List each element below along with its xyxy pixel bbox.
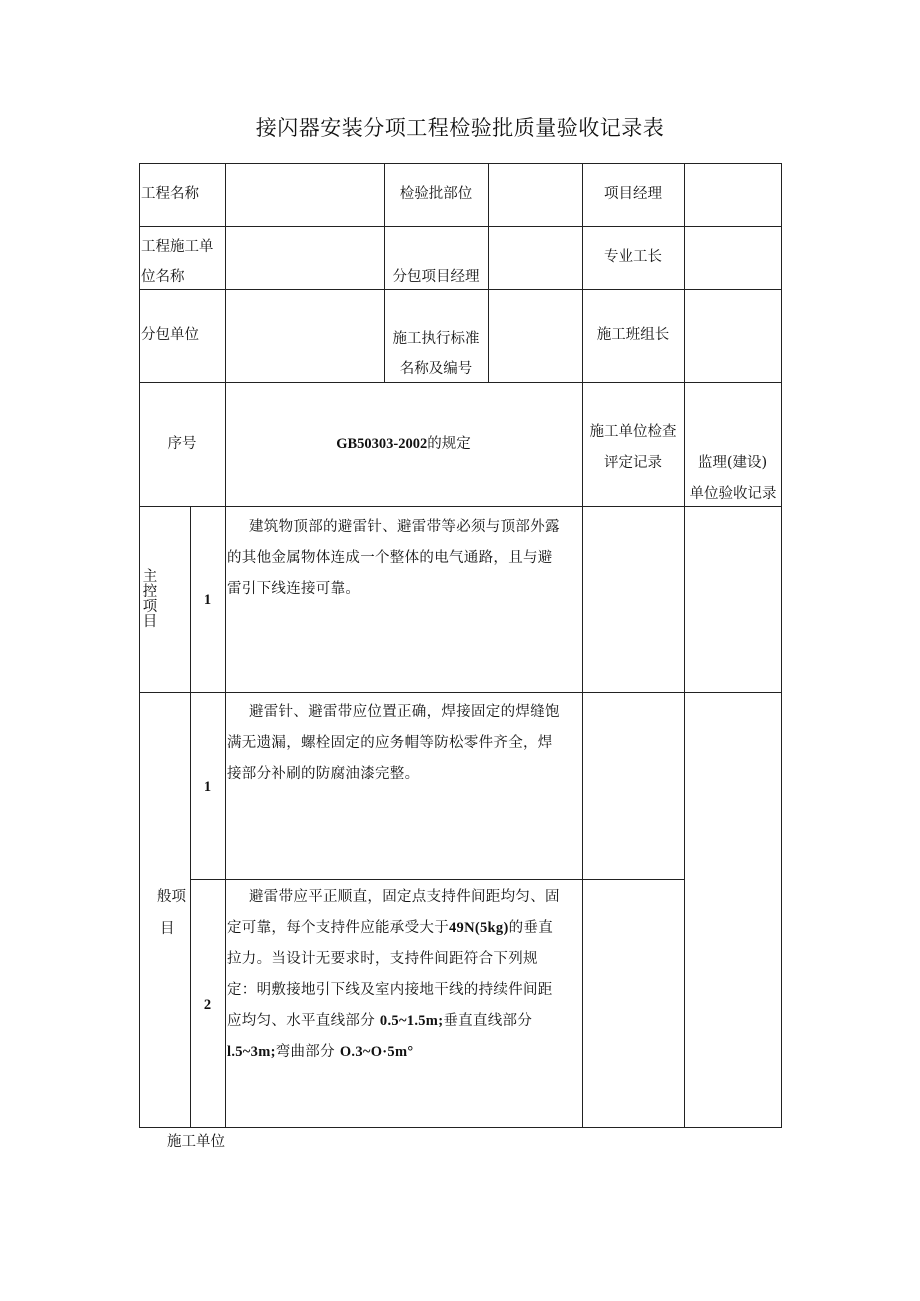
general-item2-line-2: 定可靠，每个支持件应能承受大于49N(5kg)的垂直: [227, 920, 553, 936]
main-control-line-2: 的其他金属物体连成一个整体的电气通路，且与避: [227, 550, 553, 566]
standard-label-line2: 名称及编号: [399, 361, 473, 377]
seq-header: 序号: [167, 436, 197, 452]
supervision-header-line1: 监理(建设): [697, 455, 768, 471]
general-item1-line-2: 满无遗漏，螺栓固定的应务帽等防松零件齐全，焊: [227, 735, 553, 751]
main-control-item-no: 1: [203, 592, 212, 608]
general-label-line1: 般项: [157, 889, 186, 905]
spec-header: [225, 434, 582, 455]
main-control-char-4: 目: [142, 614, 158, 630]
supervision-header-line2: 单位验收记录: [689, 486, 777, 502]
main-control-char-3: 项: [142, 599, 158, 615]
main-control-line-3: 雷引下线连接可靠。: [227, 581, 361, 597]
unit-check-header-line1: 施工单位检查: [589, 424, 677, 440]
general-item2-line-1: 避雷带应平正顺直，固定点支持件间距均匀、固: [249, 889, 560, 905]
foreman-label: 专业工长: [604, 249, 662, 265]
general-item2-line-5: 应均匀、水平直线部分 0.5~1.5m;垂直直线部分: [227, 1013, 533, 1029]
general-item1-line-3: 接部分补刷的防腐油漆完整。: [227, 766, 420, 782]
sub-unit-label: 分包单位: [141, 327, 199, 343]
spec-suffix: 的规定: [427, 436, 471, 452]
general-item1-line-1: 避雷针、避雷带应位置正确，焊接固定的焊缝饱: [249, 704, 560, 720]
inspection-part-label: 检验批部位: [399, 186, 473, 202]
page-title: 接闪器安装分项工程检验批质量验收记录表: [255, 116, 665, 140]
main-control-item-text: [227, 512, 581, 605]
construction-unit-footer: 施工单位: [167, 1134, 225, 1150]
general-label-line2: 目: [160, 921, 175, 937]
general-item2-line-3: 拉力。当设计无要求时，支持件间距符合下列规: [227, 951, 538, 967]
main-control-char-2: 控: [142, 584, 158, 600]
unit-check-header-line2: 评定记录: [604, 455, 662, 471]
sub-project-manager-label: 分包项目经理: [392, 269, 480, 285]
general-item1-no: 1: [203, 779, 212, 795]
construction-unit-label-line1: 工程施工单: [141, 239, 214, 255]
general-item2-line-6: l.5~3m;弯曲部分 O.3~O·5m°: [227, 1044, 414, 1060]
main-control-char-1: 主: [142, 569, 158, 585]
main-control-line-1: 建筑物顶部的避雷针、避雷带等必须与顶部外露: [249, 519, 560, 535]
spec-code: GB50303-2002: [336, 436, 428, 452]
general-item2-text: [227, 882, 581, 1068]
team-leader-label: 施工班组长: [596, 327, 670, 343]
project-manager-label: 项目经理: [604, 186, 662, 202]
construction-unit-label-line2: 位名称: [141, 269, 185, 285]
project-name-label: 工程名称: [141, 186, 199, 202]
standard-label-line1: 施工执行标准: [392, 331, 480, 347]
general-item1-text: [227, 697, 581, 790]
general-item2-line-4: 定：明敷接地引下线及室内接地干线的持续件间距: [227, 982, 553, 998]
general-item2-no: 2: [203, 997, 212, 1013]
